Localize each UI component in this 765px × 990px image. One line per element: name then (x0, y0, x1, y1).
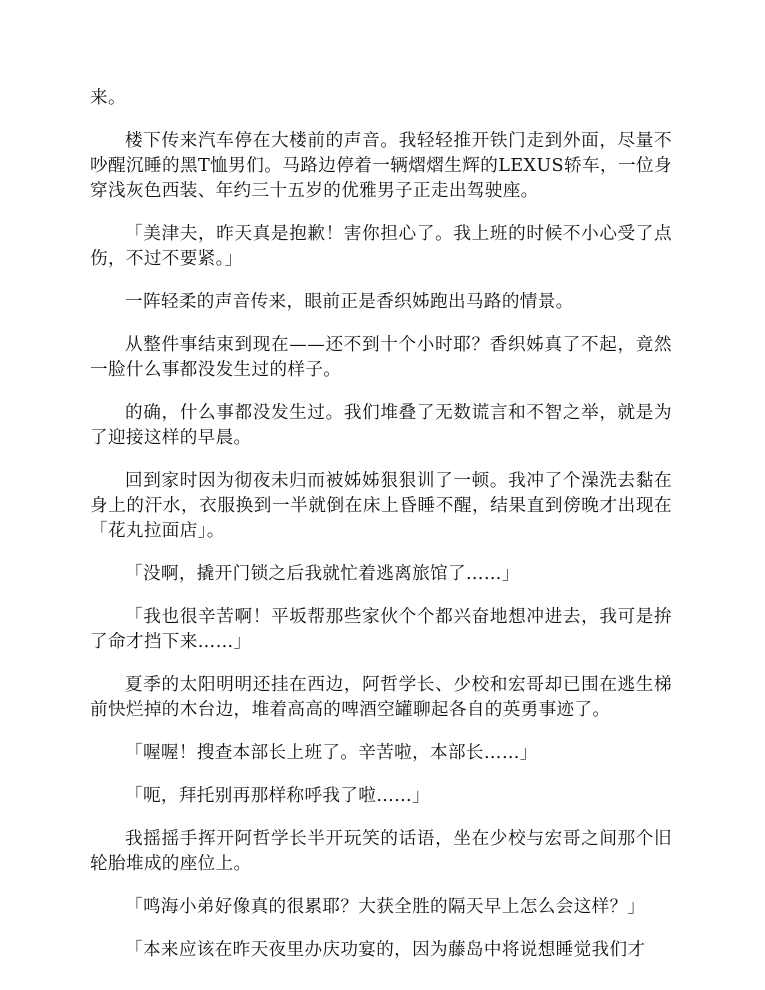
paragraph: 「我也很辛苦啊！平坂帮那些家伙个个都兴奋地想冲进去，我可是拚了命才挡下来……」 (90, 607, 672, 652)
paragraph: 一阵轻柔的声音传来，眼前正是香织姊跑出马路的情景。 (125, 292, 574, 312)
book-page (90, 86, 672, 981)
paragraph: 回到家时因为彻夜未归而被姊姊狠狠训了一顿。我冲了个澡洗去黏在身上的汗水，衣服换到一半就倒在床上昏睡不醒，结果直到傍晚才出现在「花丸拉面店」。 (90, 471, 672, 541)
paragraph: 夏季的太阳明明还挂在西边，阿哲学长、少校和宏哥却已围在逃生梯前快烂掉的木台边，堆着高高的啤酒空罐聊起各自的英勇事迹了。 (90, 675, 672, 720)
paragraph: 的确，什么事都没发生过。我们堆叠了无数谎言和不智之举，就是为了迎接这样的早晨。 (90, 403, 672, 448)
paragraph: 「没啊，撬开门锁之后我就忙着逃离旅馆了……」 (125, 564, 520, 584)
paragraph: 「喔喔！搜查本部长上班了。辛苦啦，本部长……」 (125, 743, 538, 763)
paragraph: 「本来应该在昨天夜里办庆功宴的，因为藤岛中将说想睡觉我们才 (125, 940, 646, 960)
paragraph: 「美津夫，昨天真是抱歉！害你担心了。我上班的时候不小心受了点伤，不过不要紧。」 (90, 224, 672, 269)
paragraph: 「鸣海小弟好像真的很累耶？大获全胜的隔天早上怎么会这样？」 (125, 897, 646, 917)
paragraph: 楼下传来汽车停在大楼前的声音。我轻轻推开铁门走到外面，尽量不吵醒沉睡的黑T恤男们。马路边停着一辆熠熠生辉的LEXUS轿车，一位身穿浅灰色西装、年约三十五岁的优雅男子正走出驾驶座。 (90, 131, 672, 201)
paragraph: 「呃，拜托别再那样称呼我了啦……」 (125, 786, 431, 806)
paragraph: 从整件事结束到现在——还不到十个小时耶？香织姊真了不起，竟然一脸什么事都没发生过的样子。 (90, 335, 672, 380)
paragraph: 来。 (90, 88, 126, 108)
paragraph: 我摇摇手挥开阿哲学长半开玩笑的话语，坐在少校与宏哥之间那个旧轮胎堆成的座位上。 (90, 829, 672, 874)
